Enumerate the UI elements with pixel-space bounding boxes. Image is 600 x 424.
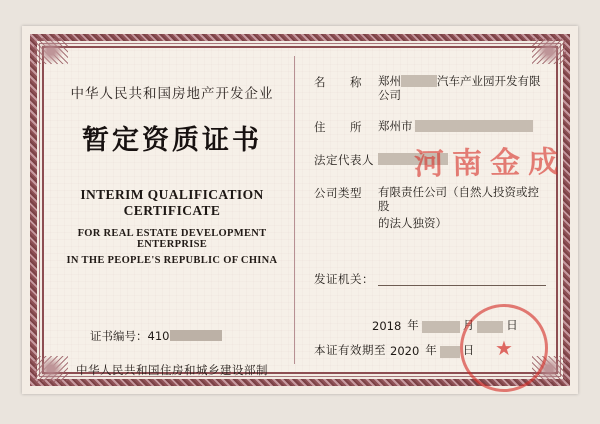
valid-until-row [314, 342, 546, 358]
valid-until-year-unit: 年 [425, 343, 437, 357]
red-watermark-text: 河南金成 [413, 144, 567, 183]
field-label-address: 住 所 [314, 120, 362, 134]
address-prefix: 郑州市 [378, 119, 413, 133]
field-label-legal-representative: 法定代表人 [314, 153, 374, 167]
left-panel [52, 62, 292, 378]
certificate-number-row [52, 328, 292, 344]
corner-ornament-icon [532, 38, 566, 64]
certificate-subtitle-english-1: FOR REAL ESTATE DEVELOPMENT ENTERPRISE [77, 228, 267, 250]
issue-date-row [314, 317, 546, 333]
redaction-mask [440, 346, 460, 358]
field-row-legal-representative [314, 152, 544, 168]
certificate-paper [22, 26, 578, 394]
valid-until-day-unit: 日 [462, 343, 475, 357]
redaction-mask [477, 321, 503, 333]
corner-ornament-icon [532, 356, 566, 382]
field-label-company-name: 名 称 [314, 75, 362, 89]
redaction-mask [422, 321, 460, 333]
certificate-number-value: 410 [147, 329, 170, 343]
redaction-mask [401, 75, 437, 87]
company-name-suffix: 汽车产业园开发有限公司 [378, 74, 541, 102]
stamp-star-icon: ★ [495, 336, 513, 360]
field-row-address [314, 119, 544, 135]
field-row-company-name [314, 74, 544, 102]
field-value-legal-representative [378, 152, 544, 166]
company-name-prefix: 郑州 [378, 74, 401, 88]
redaction-mask [170, 330, 222, 341]
right-panel [314, 74, 544, 247]
field-value-company-type [378, 185, 544, 230]
issuing-block [314, 271, 546, 358]
company-type-line2: 的法人独资） [378, 216, 447, 230]
field-row-company-type [314, 185, 544, 230]
issuing-authority-label: 发证机关： [314, 272, 374, 286]
certificate-number-label: 证书编号： [90, 329, 148, 343]
issue-date-year: 2018 [372, 319, 402, 333]
issuing-ministry-line: 中华人民共和国住房和城乡建设部制 [76, 363, 268, 377]
corner-ornament-icon [34, 38, 68, 64]
panel-divider [294, 56, 295, 364]
issuing-authority-blank-line [378, 273, 546, 286]
certificate-title-chinese: 暂定资质证书 [82, 125, 262, 156]
certificate-title-english: INTERIM QUALIFICATION CERTIFICATE [80, 187, 264, 218]
field-value-address [378, 119, 544, 133]
valid-until-year: 2020 [390, 344, 420, 358]
issue-date-month-unit: 月 [462, 318, 475, 332]
issue-date-year-unit: 年 [407, 318, 419, 332]
issuing-authority-row [314, 271, 546, 287]
certificate-subtitle-english-2: IN THE PEOPLE'S REPUBLIC OF CHINA [66, 255, 278, 266]
valid-until-label: 本证有效期至 [314, 343, 386, 357]
redaction-mask [378, 153, 448, 165]
redaction-mask [415, 120, 533, 132]
field-label-company-type: 公司类型 [314, 186, 362, 200]
field-value-company-name [378, 74, 544, 102]
issue-date-day-unit: 日 [506, 318, 518, 332]
company-type-line1: 有限责任公司（自然人投资或控股 [378, 185, 539, 213]
chinese-header: 中华人民共和国房地产开发企业 [70, 86, 274, 102]
